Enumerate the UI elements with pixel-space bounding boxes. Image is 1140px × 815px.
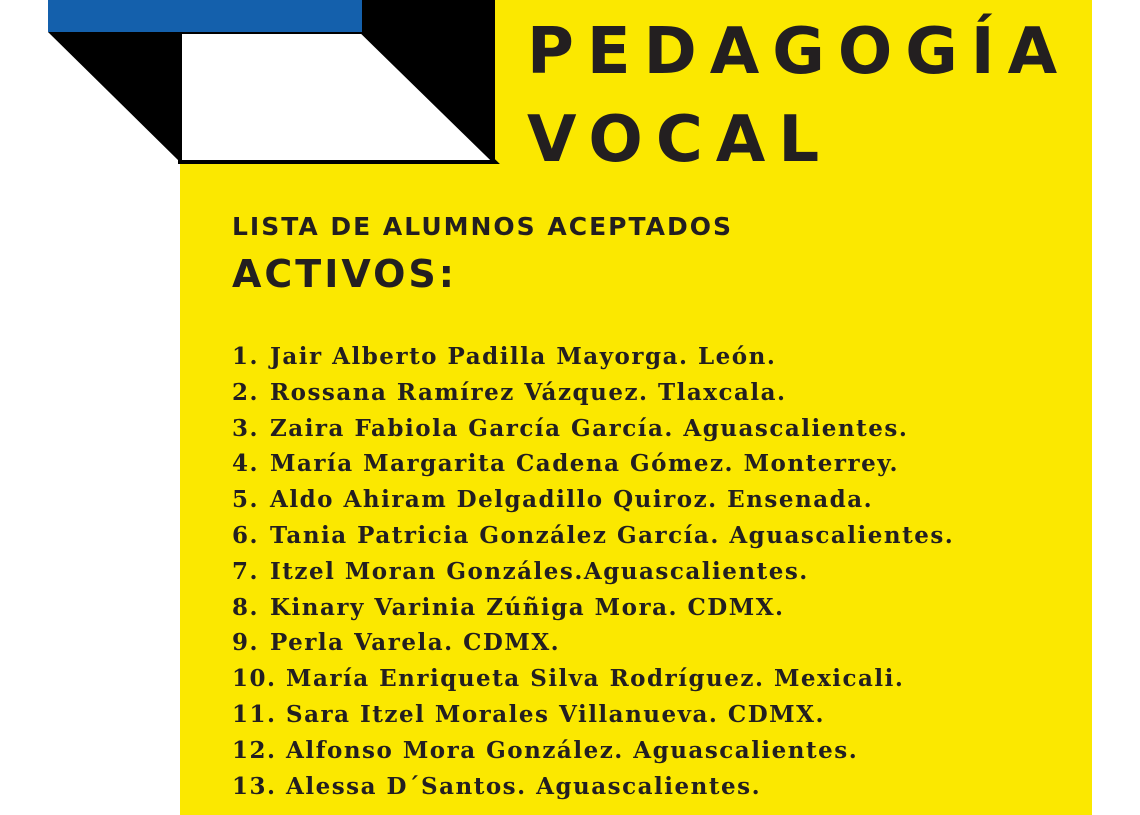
list-item	[232, 697, 954, 733]
item-text: Tania Patricia González García. Aguascalientes.	[270, 521, 955, 549]
blue-block-shape	[48, 0, 362, 32]
list-item	[232, 518, 954, 554]
item-text: Itzel Moran Gonzáles.Aguascalientes.	[270, 557, 809, 585]
item-number: 7.	[232, 557, 260, 585]
list-item	[232, 733, 954, 769]
item-text: Jair Alberto Padilla Mayorga. León.	[270, 343, 777, 370]
item-number: 11.	[232, 700, 277, 728]
section-label: ACTIVOS:	[232, 252, 457, 296]
item-number: 5.	[232, 486, 260, 514]
item-text: Rossana Ramírez Vázquez. Tlaxcala.	[270, 378, 787, 406]
item-text: Alfonso Mora González. Aguascalientes.	[286, 736, 859, 764]
item-number: 9.	[232, 629, 260, 657]
item-text: Sara Itzel Morales Villanueva. CDMX.	[286, 700, 825, 728]
list-item	[232, 375, 954, 411]
list-item	[232, 661, 954, 697]
list-item	[232, 411, 954, 447]
list-item	[232, 446, 954, 482]
list-item	[232, 339, 954, 375]
student-list	[232, 339, 954, 804]
item-number: 1.	[232, 343, 260, 370]
item-number: 2.	[232, 378, 260, 406]
item-text: Alessa D´Santos. Aguascalientes.	[286, 772, 762, 800]
page-title-line-2: VOCAL	[527, 103, 833, 177]
list-item	[232, 482, 954, 518]
list-item	[232, 769, 954, 805]
item-text: María Enriqueta Silva Rodríguez. Mexicali.	[286, 665, 905, 693]
item-number: 8.	[232, 593, 260, 621]
item-text: Aldo Ahiram Delgadillo Quiroz. Ensenada.	[270, 486, 874, 514]
list-item	[232, 590, 954, 626]
item-number: 4.	[232, 450, 260, 478]
item-text: Zaira Fabiola García García. Aguascalientes.	[270, 414, 909, 442]
item-text: Perla Varela. CDMX.	[270, 629, 561, 657]
list-item	[232, 554, 954, 590]
list-item	[232, 625, 954, 661]
geometric-graphic	[0, 0, 500, 170]
item-number: 13.	[232, 772, 277, 800]
list-heading: LISTA DE ALUMNOS ACEPTADOS	[232, 212, 733, 241]
item-text: Kinary Varinia Zúñiga Mora. CDMX.	[270, 593, 785, 621]
item-number: 10.	[232, 665, 277, 693]
item-number: 12.	[232, 736, 277, 764]
item-number: 3.	[232, 414, 260, 442]
item-number: 6.	[232, 521, 260, 549]
item-text: María Margarita Cadena Gómez. Monterrey.	[270, 450, 899, 478]
page-title-line-1: PEDAGOGÍA	[527, 15, 1071, 89]
